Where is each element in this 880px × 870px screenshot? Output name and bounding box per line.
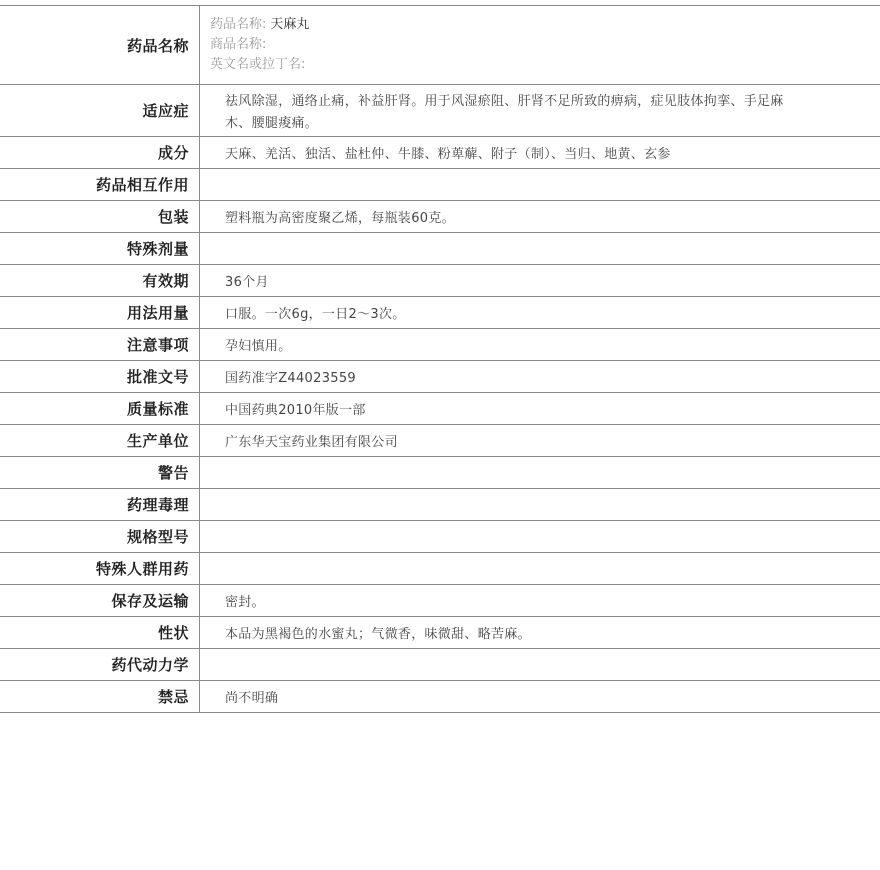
row-value: 天麻、羌活、独活、盐杜仲、牛膝、粉萆薢、附子（制）、当归、地黄、玄参: [225, 147, 671, 162]
table-row-dosage: [0, 297, 880, 329]
row-value: [200, 233, 880, 264]
row-label: 性状: [0, 617, 200, 648]
table-row-description: [0, 617, 880, 649]
table-row-drug-name: [0, 6, 880, 85]
row-label: 特殊人群用药: [0, 553, 200, 584]
table-row-warning: [0, 457, 880, 489]
row-label: 保存及运输: [0, 585, 200, 616]
drug-info-table: [0, 5, 880, 713]
table-row-approval-number: [0, 361, 880, 393]
table-row-indications: [0, 85, 880, 137]
table-row-storage: [0, 585, 880, 617]
generic-name-line: [210, 15, 880, 35]
row-label: 质量标准: [0, 393, 200, 424]
table-row-pharmacokinetics: [0, 649, 880, 681]
row-value: 36个月: [225, 275, 269, 290]
table-row-quality-standard: [0, 393, 880, 425]
row-value: [200, 553, 880, 584]
row-label: 规格型号: [0, 521, 200, 552]
generic-name-value: 天麻丸: [270, 17, 310, 32]
row-label: 药品名称: [0, 6, 200, 84]
row-value: 口服。一次6g，一日2～3次。: [225, 307, 406, 322]
row-label: 特殊剂量: [0, 233, 200, 264]
row-label: 药代动力学: [0, 649, 200, 680]
row-value: [200, 649, 880, 680]
drug-name-cell: [200, 6, 880, 84]
table-row-ingredients: [0, 137, 880, 169]
row-label: 注意事项: [0, 329, 200, 360]
row-label: 用法用量: [0, 297, 200, 328]
row-label: 警告: [0, 457, 200, 488]
row-value: 中国药典2010年版一部: [225, 403, 366, 418]
row-value: 广东华天宝药业集团有限公司: [225, 435, 398, 450]
row-value: [200, 489, 880, 520]
table-row-specification: [0, 521, 880, 553]
table-row-contraindications: [0, 681, 880, 713]
row-value: [200, 457, 880, 488]
row-label: 包装: [0, 201, 200, 232]
row-value: 尚不明确: [225, 691, 279, 706]
row-value: 密封。: [225, 595, 265, 610]
trade-name-key: 商品名称:: [210, 37, 267, 52]
row-label: 药理毒理: [0, 489, 200, 520]
row-value: 塑料瓶为高密度聚乙烯，每瓶装60克。: [225, 211, 455, 226]
table-row-packaging: [0, 201, 880, 233]
row-label: 药品相互作用: [0, 169, 200, 200]
row-value: [200, 169, 880, 200]
row-value: 祛风除湿，通络止痛，补益肝肾。用于风湿瘀阻、肝肾不足所致的痹病，症见肢体拘挛、手足麻木、腰腿痠痛。: [225, 94, 784, 131]
row-value: [200, 521, 880, 552]
row-label: 禁忌: [0, 681, 200, 712]
generic-name-key: 药品名称:: [210, 17, 267, 32]
table-row-special-populations: [0, 553, 880, 585]
row-label: 批准文号: [0, 361, 200, 392]
table-row-shelf-life: [0, 265, 880, 297]
row-label: 有效期: [0, 265, 200, 296]
row-label: 适应症: [0, 85, 200, 136]
table-row-interactions: [0, 169, 880, 201]
row-label: 生产单位: [0, 425, 200, 456]
table-row-manufacturer: [0, 425, 880, 457]
row-value: 本品为黑褐色的水蜜丸；气微香，味微甜、略苦麻。: [225, 627, 531, 642]
trade-name-line: [210, 35, 880, 55]
english-name-key: 英文名或拉丁名:: [210, 57, 306, 72]
table-row-precautions: [0, 329, 880, 361]
table-row-special-dosage: [0, 233, 880, 265]
english-name-line: [210, 55, 880, 75]
row-value: 国药准字Z44023559: [225, 371, 356, 386]
table-row-pharmacology: [0, 489, 880, 521]
row-value: 孕妇慎用。: [225, 339, 292, 354]
row-label: 成分: [0, 137, 200, 168]
